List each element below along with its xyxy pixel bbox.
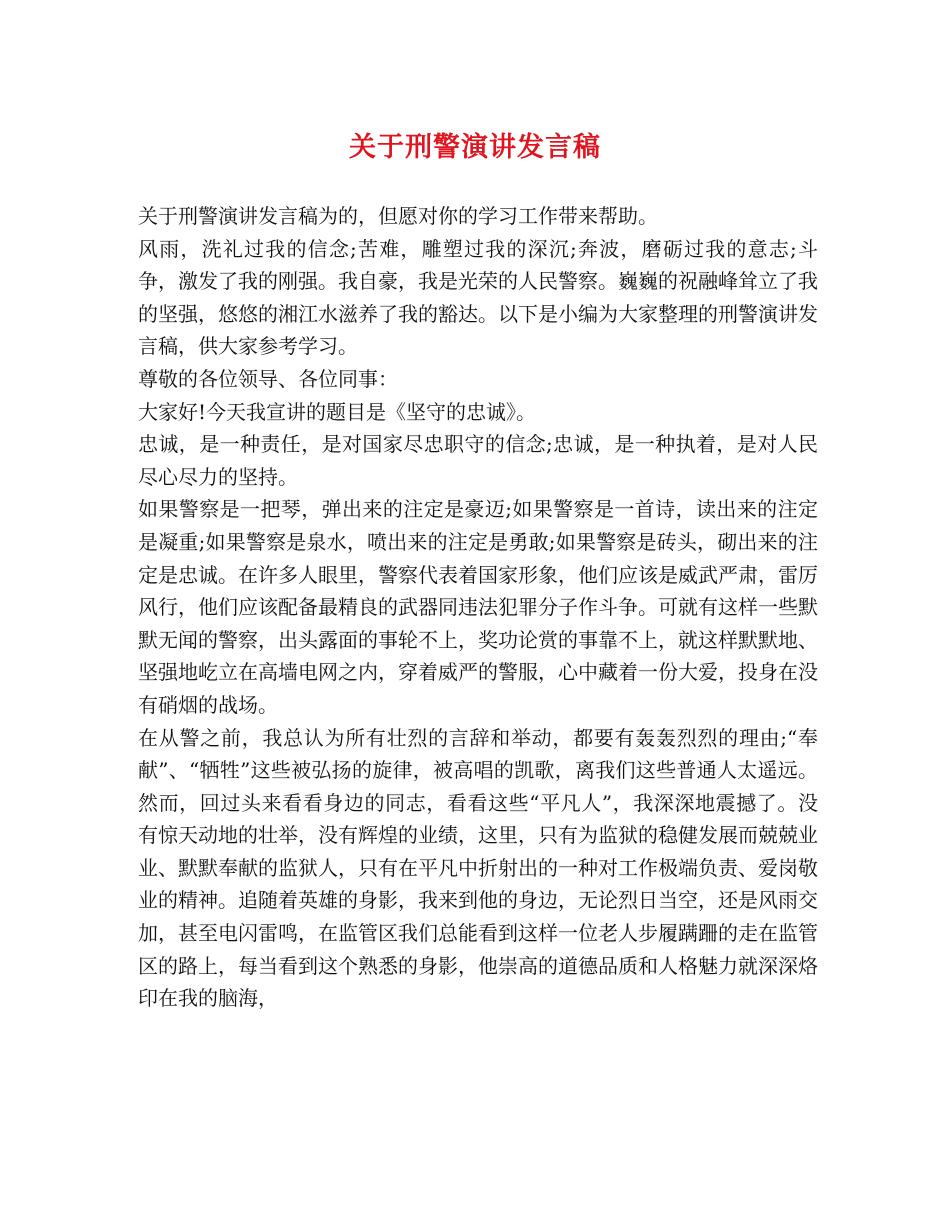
- paragraph-greeting: 大家好!今天我宣讲的题目是《坚守的忠诚》。: [138, 399, 537, 424]
- paragraph-loyalty: 忠诚，是一种责任，是对国家尽忠职守的信念;忠诚，是一种执着，是对人民尽心尽力的坚持。: [138, 432, 818, 489]
- document-body: [138, 200, 818, 1015]
- paragraph-preface: 风雨，洗礼过我的信念;苦难，雕塑过我的深沉;奔波，磨砺过我的意志;斗争，激发了我的刚强。我自豪，我是光荣的人民警察。巍巍的祝融峰耸立了我的坚强，悠悠的湘江水滋养了我的豁达。以下是小编为大家整理的刑警演讲发言稿，供大家参考学习。: [138, 236, 818, 359]
- paragraph-police-metaphor: 如果警察是一把琴，弹出来的注定是豪迈;如果警察是一首诗，读出来的注定是凝重;如果警察是泉水，喷出来的注定是勇敢;如果警察是砖头，砌出来的注定是忠诚。在许多人眼里，警察代表着国家形象，他们应该是威武严肃，雷厉风行，他们应该配备最精良的武器同违法犯罪分子作斗争。可就有这样一些默默无闻的警察，出头露面的事轮不上，奖功论赏的事靠不上，就这样默默地、坚强地屹立在高墙电网之内，穿着威严的警服，心中藏着一份大爱，投身在没有硝烟的战场。: [138, 497, 818, 717]
- document-title: 关于刑警演讲发言稿: [349, 132, 601, 163]
- paragraph-before-service: 在从警之前，我总认为所有壮烈的言辞和举动，都要有轰轰烈烈的理由;“奉献”、“牺牲”这些被弘扬的旋律，被高唱的凯歌，离我们这些普通人太遥远。然而，回过头来看看身边的同志，看看这些“平凡人”，我深深地震撼了。没有惊天动地的壮举，没有辉煌的业绩，这里，只有为监狱的稳健发展而兢兢业业、默默奉献的监狱人，只有在平凡中折射出的一种对工作极端负责、爱岗敬业的精神。追随着英雄的身影，我来到他的身边，无论烈日当空，还是风雨交加，甚至电闪雷鸣，在监管区我们总能看到这样一位老人步履蹒跚的走在监管区的路上，每当看到这个熟悉的身影，他崇高的道德品质和人格魅力就深深烙印在我的脑海，: [138, 725, 818, 1011]
- paragraph-salutation: 尊敬的各位领导、各位同事：: [138, 366, 398, 391]
- paragraph-intro: 关于刑警演讲发言稿为的，但愿对你的学习工作带来帮助。: [138, 204, 658, 228]
